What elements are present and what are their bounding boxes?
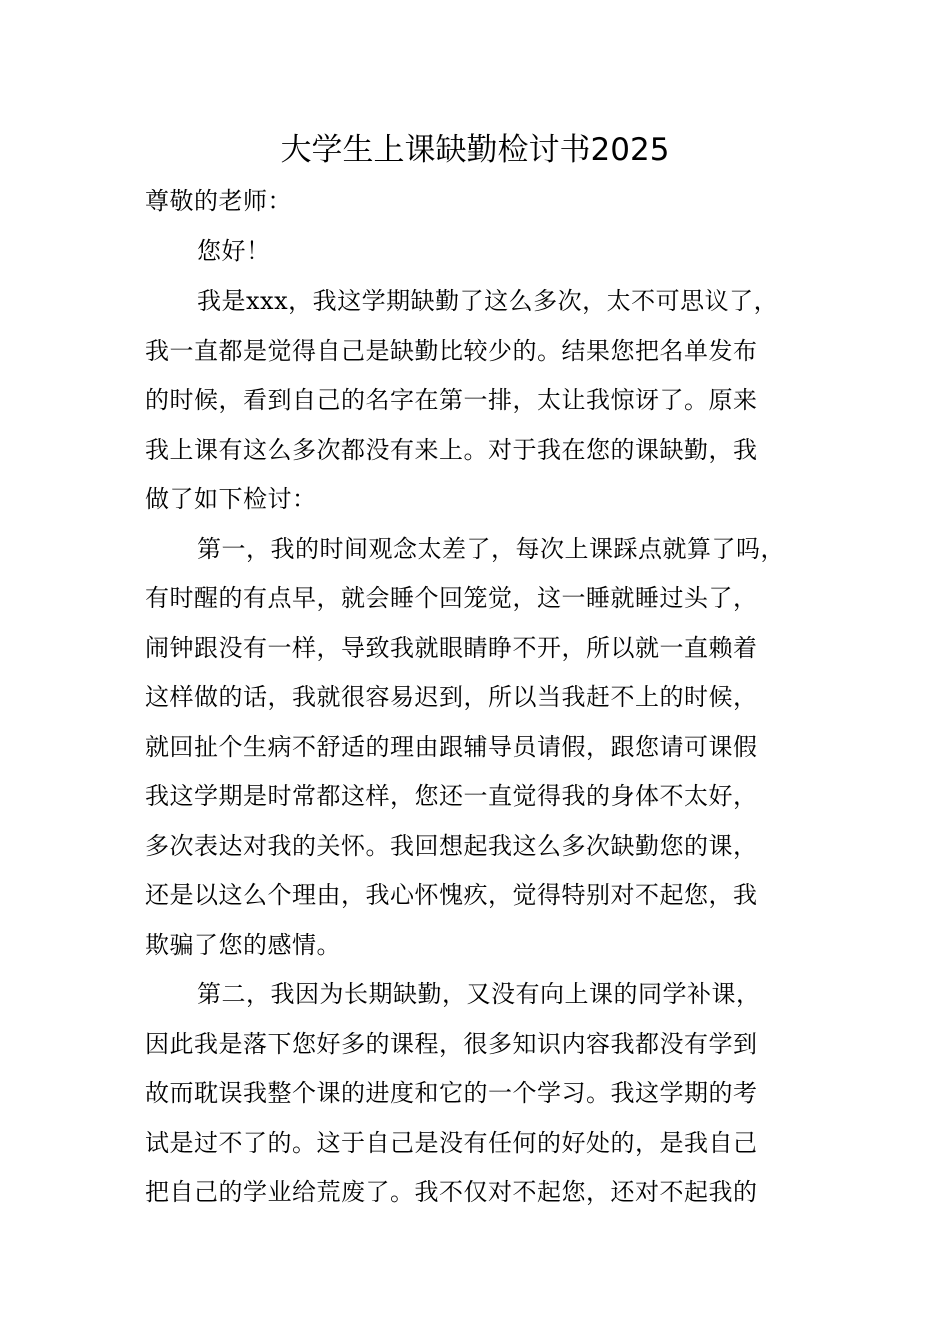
paragraph-line: 多次表达对我的关怀。我回想起我这么多次缺勤您的课， (145, 832, 758, 860)
paragraph-line: 因此我是落下您好多的课程，很多知识内容我都没有学到 (145, 1030, 758, 1058)
paragraph-line: 还是以这么个理由，我心怀愧疚，觉得特别对不起您，我 (145, 881, 758, 909)
paragraph-line: 欺骗了您的感情。 (145, 931, 341, 959)
paragraph-line: 闹钟跟没有一样，导致我就眼睛睁不开，所以就一直赖着 (145, 634, 758, 662)
paragraph-line: 我是xxx，我这学期缺勤了这么多次，太不可思议了， (197, 287, 779, 315)
paragraph-line: 我上课有这么多次都没有来上。对于我在您的课缺勤，我 (145, 436, 758, 464)
paragraph-line: 第一，我的时间观念太差了，每次上课踩点就算了吗， (197, 535, 785, 563)
greeting: 您好！ (197, 237, 271, 265)
paragraph-line: 第二，我因为长期缺勤，又没有向上课的同学补课， (197, 980, 761, 1008)
paragraph-line: 就回扯个生病不舒适的理由跟辅导员请假，跟您请可课假 (145, 733, 758, 761)
paragraph-line: 故而耽误我整个课的进度和它的一个学习。我这学期的考 (145, 1079, 758, 1107)
salutation: 尊敬的老师： (145, 187, 292, 215)
paragraph-line: 做了如下检讨： (145, 485, 317, 513)
paragraph-line: 我一直都是觉得自己是缺勤比较少的。结果您把名单发布 (145, 337, 758, 365)
paragraph-line: 这样做的话，我就很容易迟到，所以当我赶不上的时候， (145, 683, 758, 711)
document-title: 大学生上课缺勤检讨书2025 (280, 132, 670, 168)
paragraph-line: 把自己的学业给荒废了。我不仅对不起您，还对不起我的 (145, 1178, 758, 1206)
paragraph-line: 我这学期是时常都这样，您还一直觉得我的身体不太好， (145, 782, 758, 810)
paragraph-line: 有时醒的有点早，就会睡个回笼觉，这一睡就睡过头了， (145, 584, 758, 612)
paragraph-line: 的时候，看到自己的名字在第一排，太让我惊讶了。原来 (145, 386, 758, 414)
paragraph-line: 试是过不了的。这于自己是没有任何的好处的，是我自己 (145, 1129, 758, 1157)
